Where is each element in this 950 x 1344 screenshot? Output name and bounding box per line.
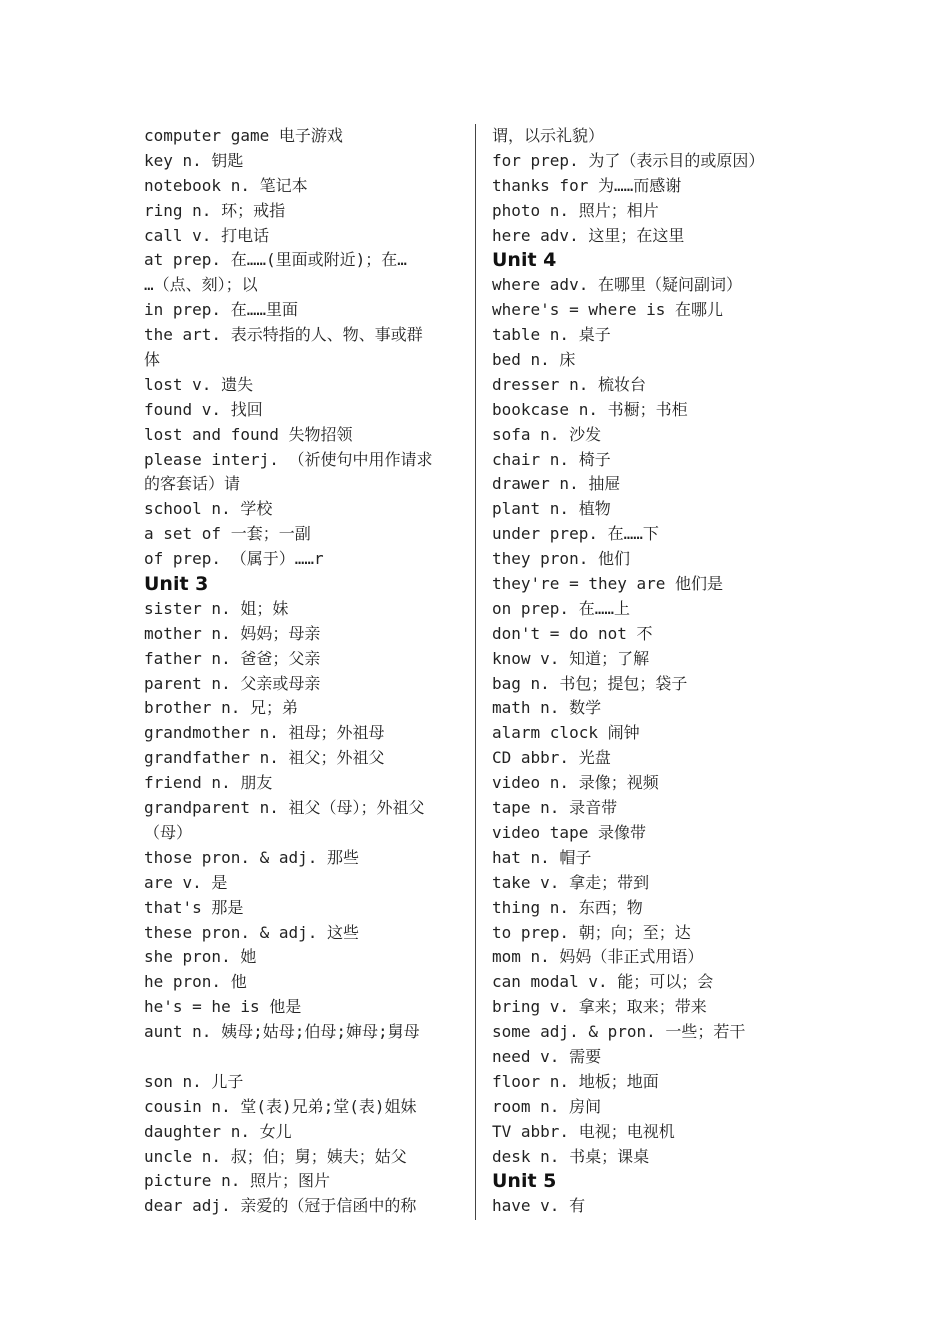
vocab-entry: some adj. & pron. 一些；若干 (492, 1022, 746, 1042)
vocab-entry: he's = he is 他是 (144, 997, 302, 1017)
vocab-entry: room n. 房间 (492, 1096, 602, 1116)
right-column (492, 124, 792, 1219)
vocab-entry: son n. 儿子 (144, 1071, 244, 1091)
vocab-entry: where's = where is 在哪儿 (492, 300, 724, 320)
vocab-entry: sister n. 姐；妹 (144, 598, 289, 618)
vocab-entry: under prep. 在……下 (492, 524, 659, 544)
vocab-entry: plant n. 植物 (492, 499, 611, 519)
vocab-entry: have v. 有 (492, 1196, 586, 1216)
vocab-entry: those pron. & adj. 那些 (144, 847, 360, 867)
vocab-entry: lost and found 失物招领 (144, 424, 353, 444)
vocab-entry: math n. 数学 (492, 698, 602, 718)
vocab-entry: need v. 需要 (492, 1046, 602, 1066)
vocab-entry: dresser n. 梳妆台 (492, 374, 646, 394)
vocab-entry: uncle n. 叔；伯；舅；姨夫；姑父 (144, 1146, 407, 1166)
vocab-entry: the art. 表示特指的人、物、事或群 (144, 325, 423, 345)
vocab-entry: to prep. 朝；向；至；达 (492, 922, 691, 942)
vocab-entry: these pron. & adj. 这些 (144, 922, 360, 942)
vocab-entry: computer game 电子游戏 (144, 126, 343, 145)
vocab-entry: that's 那是 (144, 897, 244, 917)
vocab-entry: chair n. 椅子 (492, 449, 611, 469)
vocab-entry: aunt n. 姨母;姑母;伯母;婶母;舅母 (144, 1022, 420, 1042)
unit-heading: Unit 4 (492, 249, 557, 272)
vocab-entry: bring v. 拿来；取来；带来 (492, 997, 707, 1017)
vocab-entry: a set of 一套；一副 (144, 524, 311, 544)
vocab-entry: daughter n. 女儿 (144, 1121, 292, 1141)
vocab-entry: bookcase n. 书橱；书柜 (492, 399, 688, 419)
vocab-entry: father n. 爸爸；父亲 (144, 648, 321, 668)
vocab-entry: found v. 找回 (144, 399, 263, 419)
vocab-entry: lost v. 遗失 (144, 374, 254, 394)
vocab-entry: table n. 桌子 (492, 325, 611, 345)
vocab-entry: she pron. 她 (144, 947, 257, 967)
vocab-entry: bed n. 床 (492, 350, 576, 370)
vocab-entry: TV abbr. 电视；电视机 (492, 1121, 675, 1141)
vocab-entry: notebook n. 笔记本 (144, 175, 308, 195)
vocab-entry: grandfather n. 祖父；外祖父 (144, 748, 385, 768)
vocab-entry: CD abbr. 光盘 (492, 748, 611, 768)
vocab-entry: thanks for 为……而感谢 (492, 175, 682, 195)
vocab-entry: take v. 拿走；带到 (492, 872, 650, 892)
vocab-entry: …（点、刻）；以 (144, 275, 258, 295)
vocab-entry: where adv. 在哪里（疑问副词） (492, 275, 742, 295)
vocab-entry: video tape 录像带 (492, 822, 646, 842)
vocab-entry: 谓，以示礼貌） (492, 126, 605, 145)
column-divider (475, 124, 476, 1220)
unit-heading: Unit 3 (144, 573, 209, 596)
vocab-entry: alarm clock 闹钟 (492, 723, 640, 743)
vocab-entry: drawer n. 抽屉 (492, 474, 621, 494)
vocab-entry: call v. 打电话 (144, 225, 270, 245)
left-column (144, 124, 466, 1219)
vocab-entry: they're = they are 他们是 (492, 574, 724, 594)
vocab-entry: key n. 钥匙 (144, 150, 244, 170)
vocab-entry: on prep. 在……上 (492, 598, 630, 618)
vocab-entry: here adv. 这里；在这里 (492, 225, 685, 245)
vocab-entry: dear adj. 亲爱的（冠于信函中的称 (144, 1196, 417, 1216)
vocab-entry: 的客套话）请 (144, 474, 241, 494)
vocab-entry: ring n. 环；戒指 (144, 200, 286, 220)
vocab-entry: sofa n. 沙发 (492, 424, 602, 444)
vocab-entry: grandparent n. 祖父（母）；外祖父 (144, 798, 425, 818)
vocab-entry: photo n. 照片；相片 (492, 200, 659, 220)
vocab-entry: picture n. 照片；图片 (144, 1171, 330, 1191)
vocab-entry: don't = do not 不 (492, 623, 653, 643)
vocab-entry: floor n. 地板；地面 (492, 1071, 659, 1091)
vocab-entry: thing n. 东西；物 (492, 897, 643, 917)
vocab-entry: video n. 录像；视频 (492, 773, 659, 793)
vocab-entry: friend n. 朋友 (144, 773, 273, 793)
vocab-entry: 体 (144, 350, 161, 370)
vocab-entry: tape n. 录音带 (492, 798, 618, 818)
vocab-entry: know v. 知道；了解 (492, 648, 650, 668)
vocab-entry: parent n. 父亲或母亲 (144, 673, 321, 693)
vocab-entry: he pron. 他 (144, 972, 247, 992)
blank-line (144, 1045, 466, 1070)
vocab-entry: for prep. 为了（表示目的或原因） (492, 150, 765, 170)
vocab-entry: please interj. （祈使句中用作请求 (144, 449, 433, 469)
vocab-entry: are v. 是 (144, 872, 228, 892)
vocab-entry: grandmother n. 祖母；外祖母 (144, 723, 385, 743)
vocab-entry: of prep. （属于）……r (144, 549, 324, 569)
vocab-entry: they pron. 他们 (492, 549, 630, 569)
unit-heading: Unit 5 (492, 1170, 557, 1193)
vocab-entry: can modal v. 能；可以；会 (492, 972, 714, 992)
vocab-entry: mother n. 妈妈；母亲 (144, 623, 321, 643)
vocab-entry: cousin n. 堂(表)兄弟;堂(表)姐妹 (144, 1096, 417, 1116)
vocab-entry: brother n. 兄；弟 (144, 698, 298, 718)
vocab-entry: at prep. 在……(里面或附近)；在… (144, 250, 407, 270)
vocab-entry: mom n. 妈妈（非正式用语） (492, 947, 704, 967)
vocab-entry: school n. 学校 (144, 499, 273, 519)
vocab-entry: hat n. 帽子 (492, 847, 592, 867)
vocab-entry: in prep. 在……里面 (144, 300, 298, 320)
vocab-entry: （母） (144, 822, 193, 842)
vocab-entry: bag n. 书包；提包；袋子 (492, 673, 688, 693)
vocab-entry: desk n. 书桌；课桌 (492, 1146, 650, 1166)
